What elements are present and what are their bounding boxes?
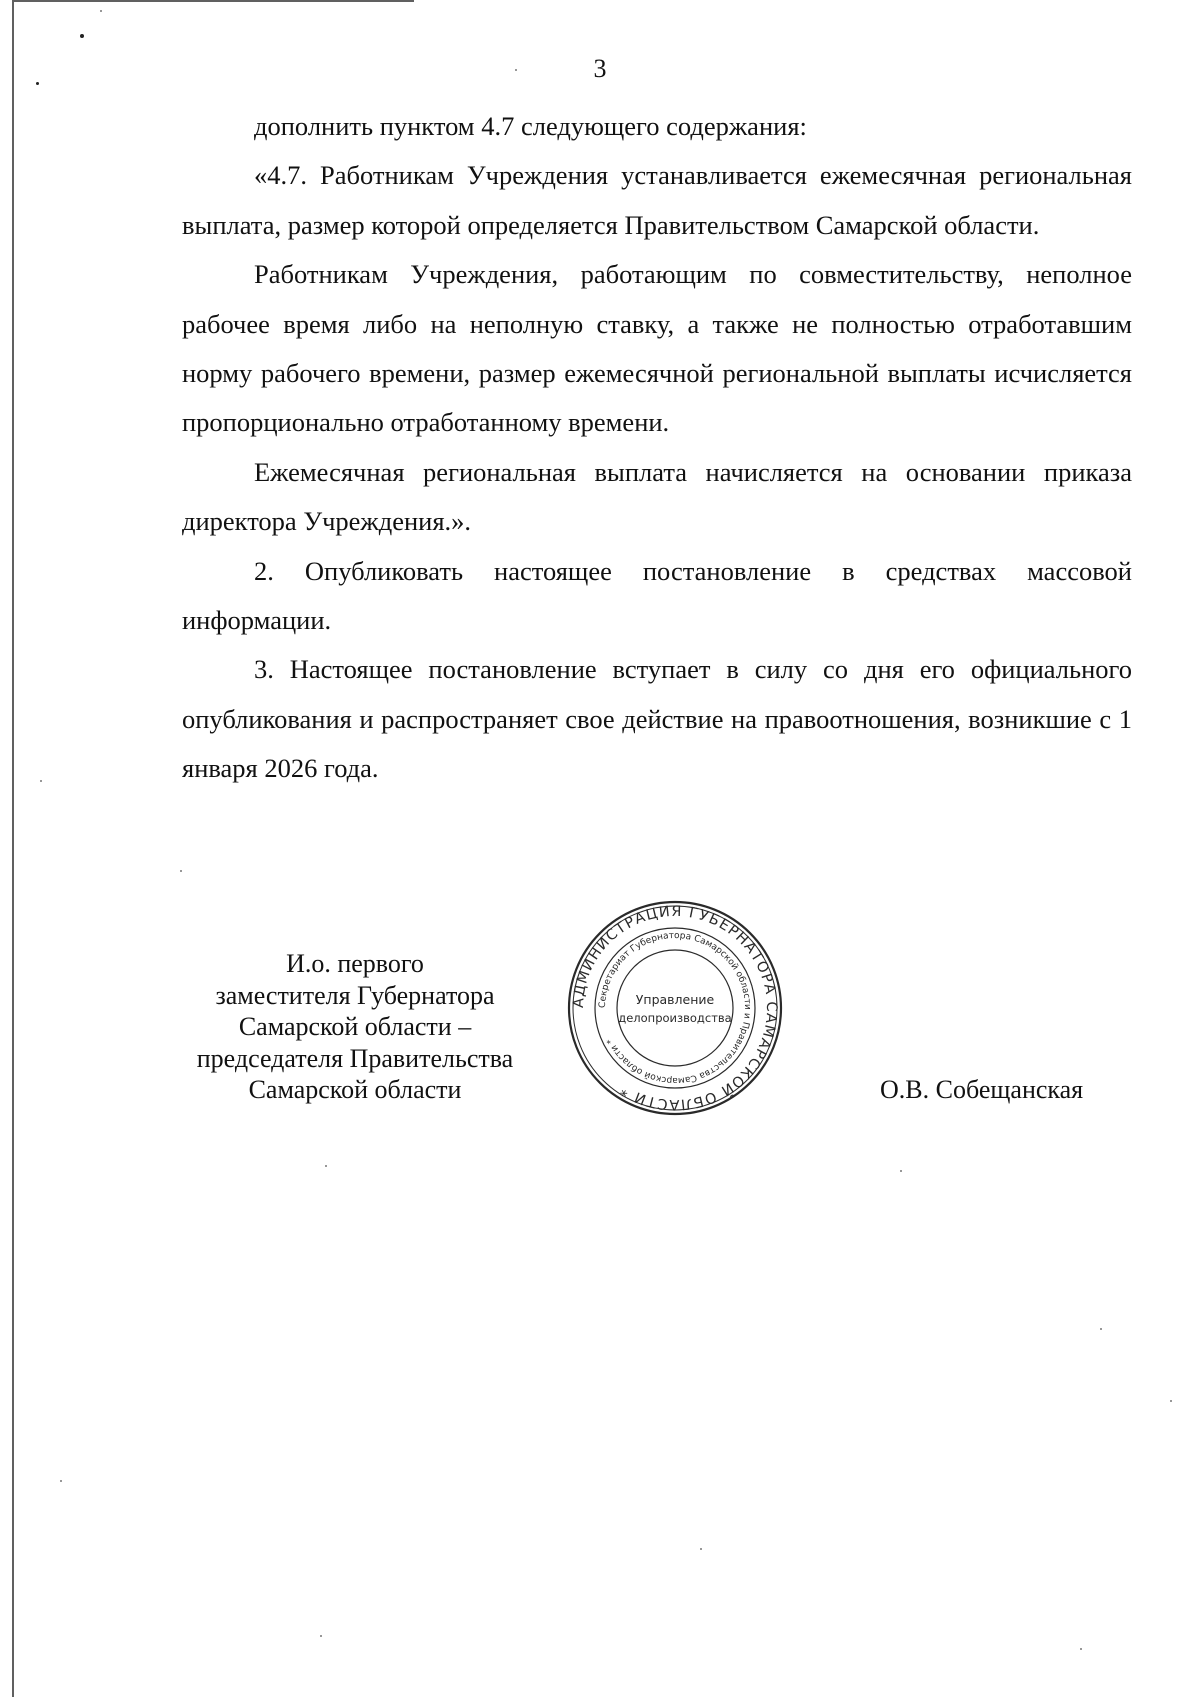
scan-speck (100, 10, 102, 12)
seal-middle-text: Секретариат Губернатора Самарской области и Правительства Самарской области * (597, 930, 753, 1086)
scan-speck (40, 780, 42, 782)
signatory-title (175, 948, 535, 1106)
paragraph-effective-date: 3. Настоящее постановление вступает в силу со дня его официального опубликования и распространяет свое действие на правоотношения, возникшие с 1 января 2026 года. (182, 654, 1132, 784)
scan-speck (900, 1170, 902, 1172)
signatory-title-line: председателя Правительства (196, 1043, 514, 1073)
signatory-title-line: Самарской области – (238, 1012, 472, 1041)
scan-speck (700, 1548, 702, 1550)
scan-speck (80, 34, 84, 38)
scan-border-left (12, 0, 14, 1697)
seal-ring-middle (595, 928, 755, 1088)
scan-speck (325, 1165, 327, 1167)
paragraph-publish: 2. Опубликовать настоящее постановление в средствах массовой информации. (182, 555, 1132, 636)
document-body (182, 102, 1132, 794)
signer-name: О.В. Собещанская (880, 1075, 1084, 1104)
scan-border-top (14, 0, 414, 2)
seal-center-line2: делопроизводства (618, 1011, 732, 1025)
seal-outer-text: АДМИНИСТРАЦИЯ ГУБЕРНАТОРА САМАРСКОЙ ОБЛАСТИ * (570, 903, 780, 1113)
paragraph-part-time: Работникам Учреждения, работающим по совместительству, неполное рабочее время либо на неполную ставку, а также не полностью отработавшим норму рабочего времени, размер ежемесячной региональной выплаты исчисляется пропорционально отработанному времени. (182, 259, 1132, 438)
signatory-title-line: заместителя Губернатора (215, 980, 495, 1010)
paragraph-intro: дополнить пунктом 4.7 следующего содержания: (254, 111, 807, 141)
paragraph-4-7: «4.7. Работникам Учреждения устанавливается ежемесячная региональная выплата, размер которой определяется Правительством Самарской области. (182, 160, 1132, 240)
scan-speck (1170, 1400, 1172, 1402)
signatory-title-line: И.о. первого (286, 949, 424, 978)
scan-speck (1100, 1328, 1102, 1330)
page-number: 3 (593, 54, 607, 83)
seal-center-line1: Управление (635, 992, 715, 1007)
seal-ring-inner (617, 950, 733, 1066)
scan-speck (180, 870, 182, 872)
paragraph-order: Ежемесячная региональная выплата начисляется на основании приказа директора Учреждения.». (182, 456, 1132, 537)
official-seal (565, 898, 785, 1118)
scan-speck (60, 1480, 62, 1482)
scan-speck (1080, 1648, 1082, 1650)
signatory-title-line: Самарской области (248, 1075, 462, 1104)
scan-speck (320, 1635, 322, 1637)
